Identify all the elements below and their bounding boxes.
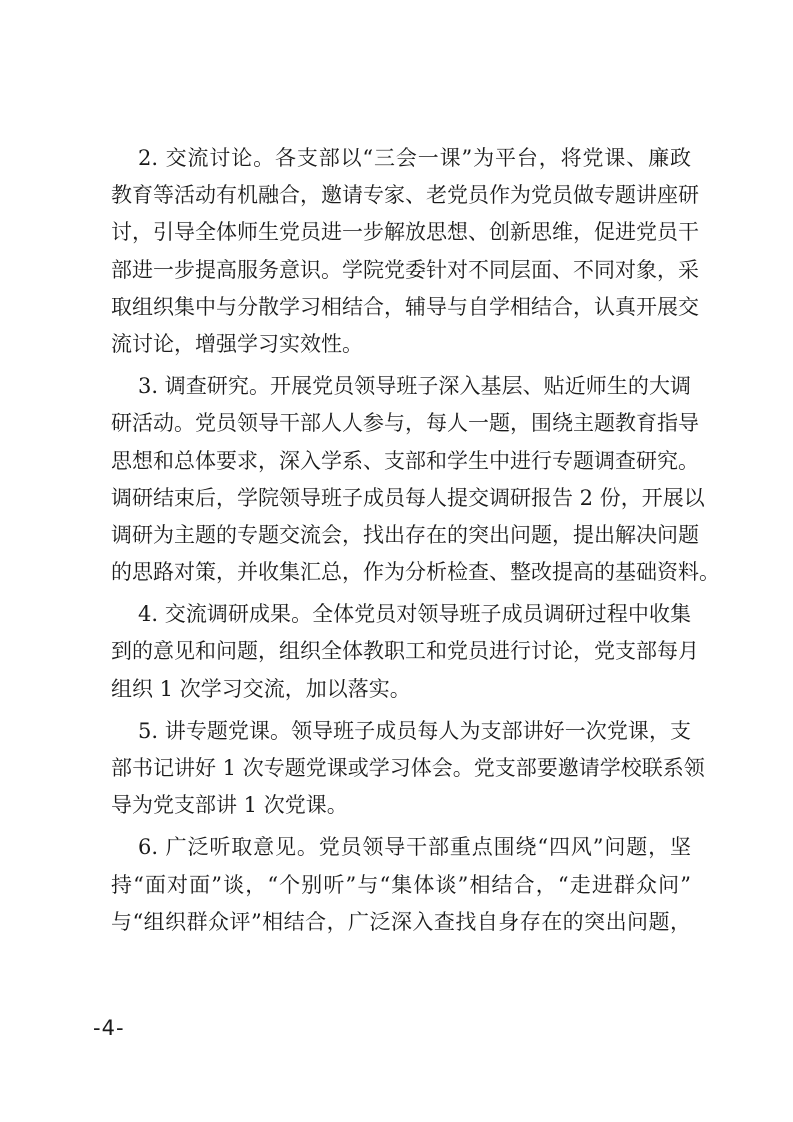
text-line: 调研结束后，学院领导班子成员每人提交调研报告 2 份，开展以 <box>111 485 705 510</box>
document-body <box>111 140 720 941</box>
page-number: -4- <box>93 1016 125 1040</box>
text-line: 调研为主题的专题交流会，找出存在的突出问题，提出解决问题 <box>111 522 699 547</box>
paragraph-p5 <box>111 713 705 825</box>
text-line: 导为党支部讲 1 次党课。 <box>111 793 348 818</box>
text-line: 流讨论，增强学习实效性。 <box>111 331 363 356</box>
text-line: 组织 1 次学习交流，加以落实。 <box>111 676 411 701</box>
text-line: 到的意见和问题，组织全体教职工和党员进行讨论，党支部每月 <box>111 639 699 664</box>
paragraph-p2 <box>111 140 699 363</box>
text-line: 持“面对面”谈，“个别听”与“集体谈”相结合，“走进群众问” <box>111 872 691 897</box>
text-line: 思想和总体要求，深入学系、支部和学生中进行专题调查研究。 <box>111 448 699 473</box>
text-line: 与“组织群众评”相结合，广泛深入查找自身存在的突出问题， <box>111 909 691 934</box>
text-line: 3. 调查研究。开展党员领导班子深入基层、贴近师生的大调 <box>138 374 691 399</box>
text-line: 的思路对策，并收集汇总，作为分析检查、整改提高的基础资料。 <box>111 560 720 585</box>
paragraph-p6 <box>111 829 691 941</box>
text-line: 部进一步提高服务意识。学院党委针对不同层面、不同对象，采 <box>111 257 699 282</box>
text-line: 5. 讲专题党课。领导班子成员每人为支部讲好一次党课，支 <box>138 718 691 743</box>
text-line: 教育等活动有机融合，邀请专家、老党员作为党员做专题讲座研 <box>111 183 699 208</box>
text-line: 4. 交流调研成果。全体党员对领导班子成员调研过程中收集 <box>138 602 691 627</box>
text-line: 讨，引导全体师生党员进一步解放思想、创新思维，促进党员干 <box>111 220 699 245</box>
text-line: 部书记讲好 1 次专题党课或学习体会。党支部要邀请学校联系领 <box>111 756 705 780</box>
paragraph-p3 <box>111 368 720 591</box>
text-line: 2. 交流讨论。各支部以“三会一课”为平台，将党课、廉政 <box>138 146 691 170</box>
text-line: 6. 广泛听取意见。党员领导干部重点围绕“四风”问题，坚 <box>138 835 691 860</box>
text-line: 取组织集中与分散学习相结合，辅导与自学相结合，认真开展交 <box>111 294 699 319</box>
paragraph-p4 <box>111 596 699 708</box>
text-line: 研活动。党员领导干部人人参与，每人一题，围绕主题教育指导 <box>111 411 699 436</box>
